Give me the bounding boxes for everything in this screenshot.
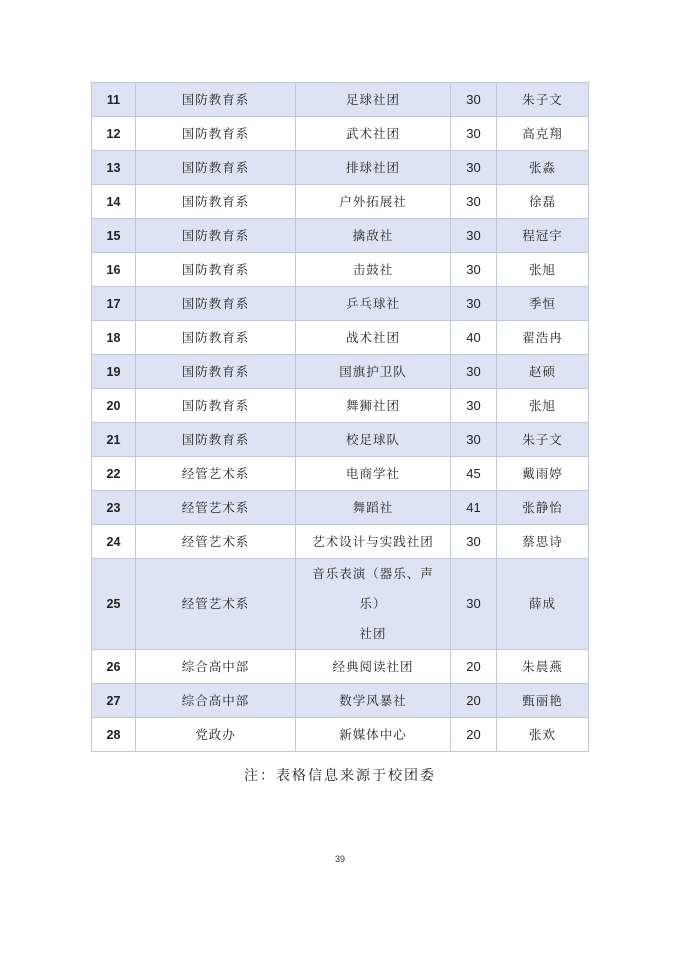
club-name-line: 音乐表演（器乐、声乐） [312,566,434,611]
club-name-cell [296,559,451,650]
member-count-cell: 30 [451,151,497,185]
department-cell: 国防教育系 [136,287,296,321]
row-number: 19 [92,355,136,389]
member-count-cell: 30 [451,83,497,117]
row-number: 24 [92,525,136,559]
department-cell: 经管艺术系 [136,559,296,650]
member-count-cell: 20 [451,684,497,718]
teacher-cell: 张静怡 [497,491,589,525]
member-count-cell: 30 [451,117,497,151]
department-cell: 国防教育系 [136,389,296,423]
teacher-cell: 季恒 [497,287,589,321]
club-name-cell: 电商学社 [296,457,451,491]
teacher-cell: 朱晨燕 [497,650,589,684]
member-count-cell: 30 [451,287,497,321]
club-name-cell: 排球社团 [296,151,451,185]
row-number: 14 [92,185,136,219]
department-cell: 党政办 [136,718,296,752]
row-number: 25 [92,559,136,650]
club-table [91,82,589,752]
table-row [92,389,589,423]
club-name-cell: 战术社团 [296,321,451,355]
teacher-cell: 程冠宇 [497,219,589,253]
table-row [92,287,589,321]
row-number: 27 [92,684,136,718]
member-count-cell: 30 [451,389,497,423]
table-row [92,718,589,752]
department-cell: 国防教育系 [136,185,296,219]
table-row [92,491,589,525]
table-row [92,650,589,684]
table-row [92,684,589,718]
teacher-cell: 徐磊 [497,185,589,219]
table-row [92,525,589,559]
table-row [92,423,589,457]
club-name-cell: 乒乓球社 [296,287,451,321]
teacher-cell: 翟浩冉 [497,321,589,355]
department-cell: 经管艺术系 [136,491,296,525]
teacher-cell: 戴雨婷 [497,457,589,491]
row-number: 12 [92,117,136,151]
member-count-cell: 30 [451,355,497,389]
department-cell: 国防教育系 [136,355,296,389]
department-cell: 经管艺术系 [136,457,296,491]
department-cell: 国防教育系 [136,117,296,151]
row-number: 26 [92,650,136,684]
member-count-cell: 30 [451,219,497,253]
club-name-cell: 新媒体中心 [296,718,451,752]
department-cell: 经管艺术系 [136,525,296,559]
department-cell: 国防教育系 [136,253,296,287]
teacher-cell: 薛成 [497,559,589,650]
teacher-cell: 高克翔 [497,117,589,151]
member-count-cell: 30 [451,253,497,287]
teacher-cell: 赵硕 [497,355,589,389]
department-cell: 国防教育系 [136,423,296,457]
table-row [92,185,589,219]
row-number: 11 [92,83,136,117]
row-number: 16 [92,253,136,287]
row-number: 28 [92,718,136,752]
club-name-cell: 舞狮社团 [296,389,451,423]
row-number: 20 [92,389,136,423]
member-count-cell: 41 [451,491,497,525]
department-cell: 国防教育系 [136,219,296,253]
member-count-cell: 30 [451,525,497,559]
teacher-cell: 张欢 [497,718,589,752]
club-name-cell: 舞蹈社 [296,491,451,525]
club-name-cell: 擒敌社 [296,219,451,253]
department-cell: 国防教育系 [136,151,296,185]
club-name-cell: 足球社团 [296,83,451,117]
club-name-cell: 校足球队 [296,423,451,457]
table-row [92,117,589,151]
row-number: 17 [92,287,136,321]
row-number: 18 [92,321,136,355]
row-number: 22 [92,457,136,491]
row-number: 15 [92,219,136,253]
page-number: 39 [334,854,345,864]
row-number: 13 [92,151,136,185]
table-row [92,559,589,650]
table-row [92,151,589,185]
department-cell: 综合高中部 [136,684,296,718]
teacher-cell: 朱子文 [497,423,589,457]
table-row [92,355,589,389]
table-row [92,321,589,355]
member-count-cell: 30 [451,185,497,219]
member-count-cell: 20 [451,718,497,752]
club-name-cell: 数学风暴社 [296,684,451,718]
club-name-cell: 国旗护卫队 [296,355,451,389]
member-count-cell: 45 [451,457,497,491]
club-name-cell: 艺术设计与实践社团 [296,525,451,559]
member-count-cell: 40 [451,321,497,355]
club-name-cell: 击鼓社 [296,253,451,287]
teacher-cell: 张淼 [497,151,589,185]
club-name-cell: 武术社团 [296,117,451,151]
teacher-cell: 朱子文 [497,83,589,117]
teacher-cell: 甄丽艳 [497,684,589,718]
table-row [92,83,589,117]
club-name-cell: 经典阅读社团 [296,650,451,684]
department-cell: 国防教育系 [136,83,296,117]
member-count-cell: 30 [451,423,497,457]
department-cell: 国防教育系 [136,321,296,355]
teacher-cell: 张旭 [497,253,589,287]
member-count-cell: 20 [451,650,497,684]
teacher-cell: 蔡思诗 [497,525,589,559]
row-number: 21 [92,423,136,457]
row-number: 23 [92,491,136,525]
department-cell: 综合高中部 [136,650,296,684]
table-row [92,253,589,287]
member-count-cell: 30 [451,559,497,650]
club-name-line: 社团 [359,626,387,641]
table-source-note: 注：表格信息来源于校团委 [244,768,436,784]
club-name-cell: 户外拓展社 [296,185,451,219]
table-row [92,219,589,253]
table-row [92,457,589,491]
teacher-cell: 张旭 [497,389,589,423]
